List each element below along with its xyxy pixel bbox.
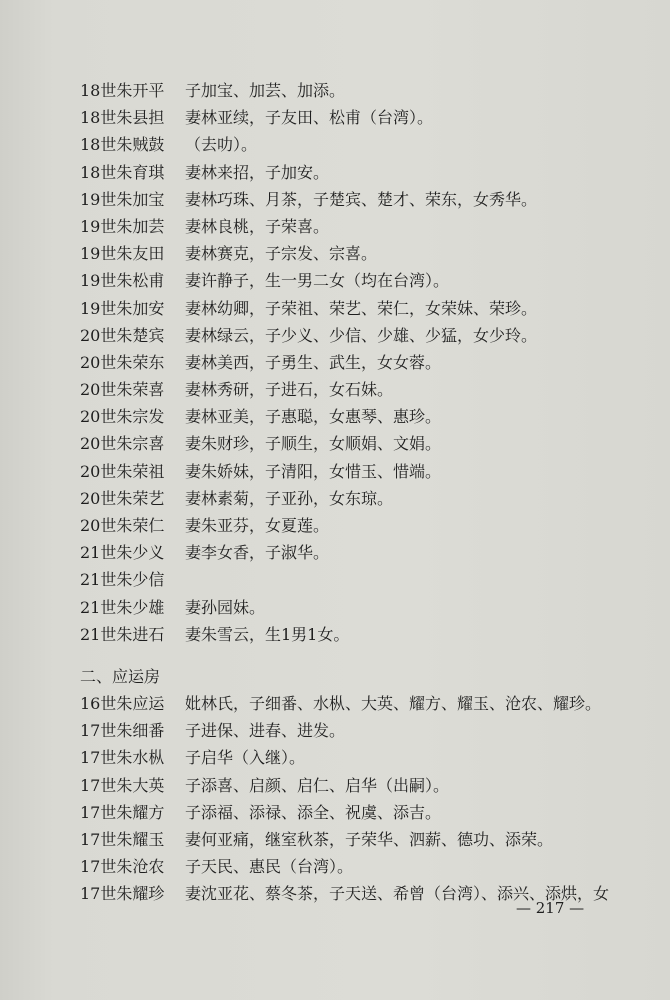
- genealogy-entry: [80, 403, 640, 430]
- entry-name: 18世朱贼鼓: [80, 135, 165, 155]
- entry-name: 21世朱少雄: [80, 597, 165, 617]
- entry-name: 21世朱进石: [80, 624, 165, 644]
- entry-name: 18世朱开平: [80, 81, 165, 100]
- entry-description: 子添喜、启颜、启仁、启华（出嗣）。: [185, 775, 450, 795]
- entry-name: 17世朱沧农: [80, 857, 165, 877]
- entry-name: 16世朱应运: [80, 694, 165, 713]
- entry-name: 19世朱加安: [80, 298, 165, 318]
- entry-description: 妻沈亚花、蔡冬茶，子天送、希曾（台湾）、添兴、添烘，女: [185, 884, 610, 904]
- genealogy-entry: [80, 853, 640, 880]
- entry-description: 妻林素菊，子亚孙，女东琼。: [185, 488, 394, 508]
- entry-name: 17世朱细番: [80, 721, 165, 741]
- entry-description: 妻林来招，子加安。: [185, 162, 330, 182]
- entry-description: 妻朱娇妹，子清阳，女惜玉、惜端。: [185, 461, 442, 481]
- genealogy-entry: [80, 690, 640, 717]
- entry-description: 妣林氏，子细番、水枞、大英、耀方、耀玉、沧农、耀珍。: [185, 694, 602, 713]
- section-heading: 二、应运房: [80, 667, 161, 686]
- entry-description: 妻朱亚芬，女夏莲。: [185, 516, 330, 535]
- entry-name: 18世朱育琪: [80, 162, 165, 182]
- genealogy-entry: [80, 186, 640, 213]
- genealogy-entry: [80, 621, 640, 648]
- genealogy-entry: [80, 131, 640, 158]
- entry-name: 19世朱加芸: [80, 216, 165, 236]
- entry-name: 18世朱县担: [80, 108, 165, 128]
- entry-description: 子进保、进春、进发。: [185, 721, 346, 741]
- genealogy-entry: [80, 213, 640, 240]
- entry-description: 妻林绿云，子少义、少信、少雄、少猛，女少玲。: [185, 325, 538, 345]
- genealogy-entry: [80, 826, 640, 853]
- entry-name: 17世朱耀方: [80, 802, 165, 822]
- entry-name: 20世朱宗喜: [80, 434, 165, 454]
- genealogy-entry: [80, 295, 640, 322]
- entry-description: 妻林亚美，子惠聪，女惠琴、惠珍。: [185, 407, 442, 427]
- genealogy-entry: [80, 744, 640, 771]
- entry-name: 20世朱荣仁: [80, 516, 165, 535]
- section-2: [80, 663, 640, 690]
- entry-name: 19世朱加宝: [80, 189, 165, 209]
- entry-name: 21世朱少信: [80, 570, 165, 590]
- entry-description: 妻林幼卿，子荣祖、荣艺、荣仁，女荣妹、荣珍。: [185, 298, 538, 318]
- genealogy-entry: [80, 267, 640, 294]
- genealogy-entry: [80, 349, 640, 376]
- entry-description: 妻李女香，子淑华。: [185, 543, 330, 563]
- entry-description: （去叻）。: [185, 135, 258, 155]
- entry-name: 21世朱少义: [80, 543, 165, 563]
- genealogy-entry: [80, 566, 640, 593]
- entry-name: 19世朱友田: [80, 244, 165, 264]
- entry-name: 20世朱荣祖: [80, 461, 165, 481]
- entry-description: 妻许静子，生一男二女（均在台湾）。: [185, 271, 450, 291]
- entry-name: 17世朱耀珍: [80, 884, 165, 904]
- genealogy-entry: [80, 159, 640, 186]
- entry-description: 妻何亚痛，继室秋茶，子荣华、泗薪、德功、添荣。: [185, 829, 554, 849]
- genealogy-entry: [80, 512, 640, 539]
- entry-description: 妻朱财珍，子顺生，女顺娟、文娟。: [185, 434, 442, 454]
- entry-description: 子启华（入继）。: [185, 748, 306, 768]
- entry-description: 妻林巧珠、月茶，子楚宾、楚才、荣东，女秀华。: [185, 189, 538, 209]
- section-1-entries: [80, 77, 640, 648]
- genealogy-entry: [80, 376, 640, 403]
- entry-description: 妻林赛克，子宗发、宗喜。: [185, 244, 378, 264]
- entry-description: 妻林秀研，子进石，女石妹。: [185, 380, 394, 400]
- genealogy-entry: [80, 799, 640, 826]
- genealogy-entry: [80, 104, 640, 131]
- entry-name: 20世朱宗发: [80, 407, 165, 427]
- genealogy-entry: [80, 240, 640, 267]
- genealogy-entry: [80, 717, 640, 744]
- genealogy-entry: [80, 772, 640, 799]
- entry-description: 子天民、惠民（台湾）。: [185, 857, 354, 877]
- page-number: — 217 —: [516, 899, 585, 917]
- entry-name: 19世朱松甫: [80, 271, 165, 291]
- entry-name: 20世朱荣东: [80, 352, 165, 372]
- genealogy-entry: [80, 485, 640, 512]
- genealogy-entry: [80, 458, 640, 485]
- entry-description: 妻朱雪云，生1男1女。: [185, 624, 350, 644]
- entry-description: 妻林美西，子勇生、武生，女女蓉。: [185, 352, 442, 372]
- entry-name: 17世朱水枞: [80, 748, 165, 768]
- entry-name: 20世朱楚宾: [80, 325, 165, 345]
- entry-name: 17世朱大英: [80, 775, 165, 795]
- entry-name: 20世朱荣艺: [80, 488, 165, 508]
- genealogy-entry: [80, 77, 640, 104]
- genealogy-entry: [80, 322, 640, 349]
- entry-name: 17世朱耀玉: [80, 829, 165, 849]
- entry-description: 妻林良桃，子荣喜。: [185, 216, 330, 236]
- genealogy-entry: [80, 594, 640, 621]
- entry-description: 妻孙园妹。: [185, 597, 266, 617]
- entry-description: 妻林亚续，子友田、松甫（台湾）。: [185, 108, 434, 128]
- entry-description: 子添福、添禄、添全、祝虞、添吉。: [185, 802, 442, 822]
- entry-description: 子加宝、加芸、加添。: [185, 81, 346, 100]
- genealogy-entry: [80, 539, 640, 566]
- genealogy-entry: [80, 430, 640, 457]
- entry-name: 20世朱荣喜: [80, 380, 165, 400]
- section-2-entries: [80, 690, 640, 908]
